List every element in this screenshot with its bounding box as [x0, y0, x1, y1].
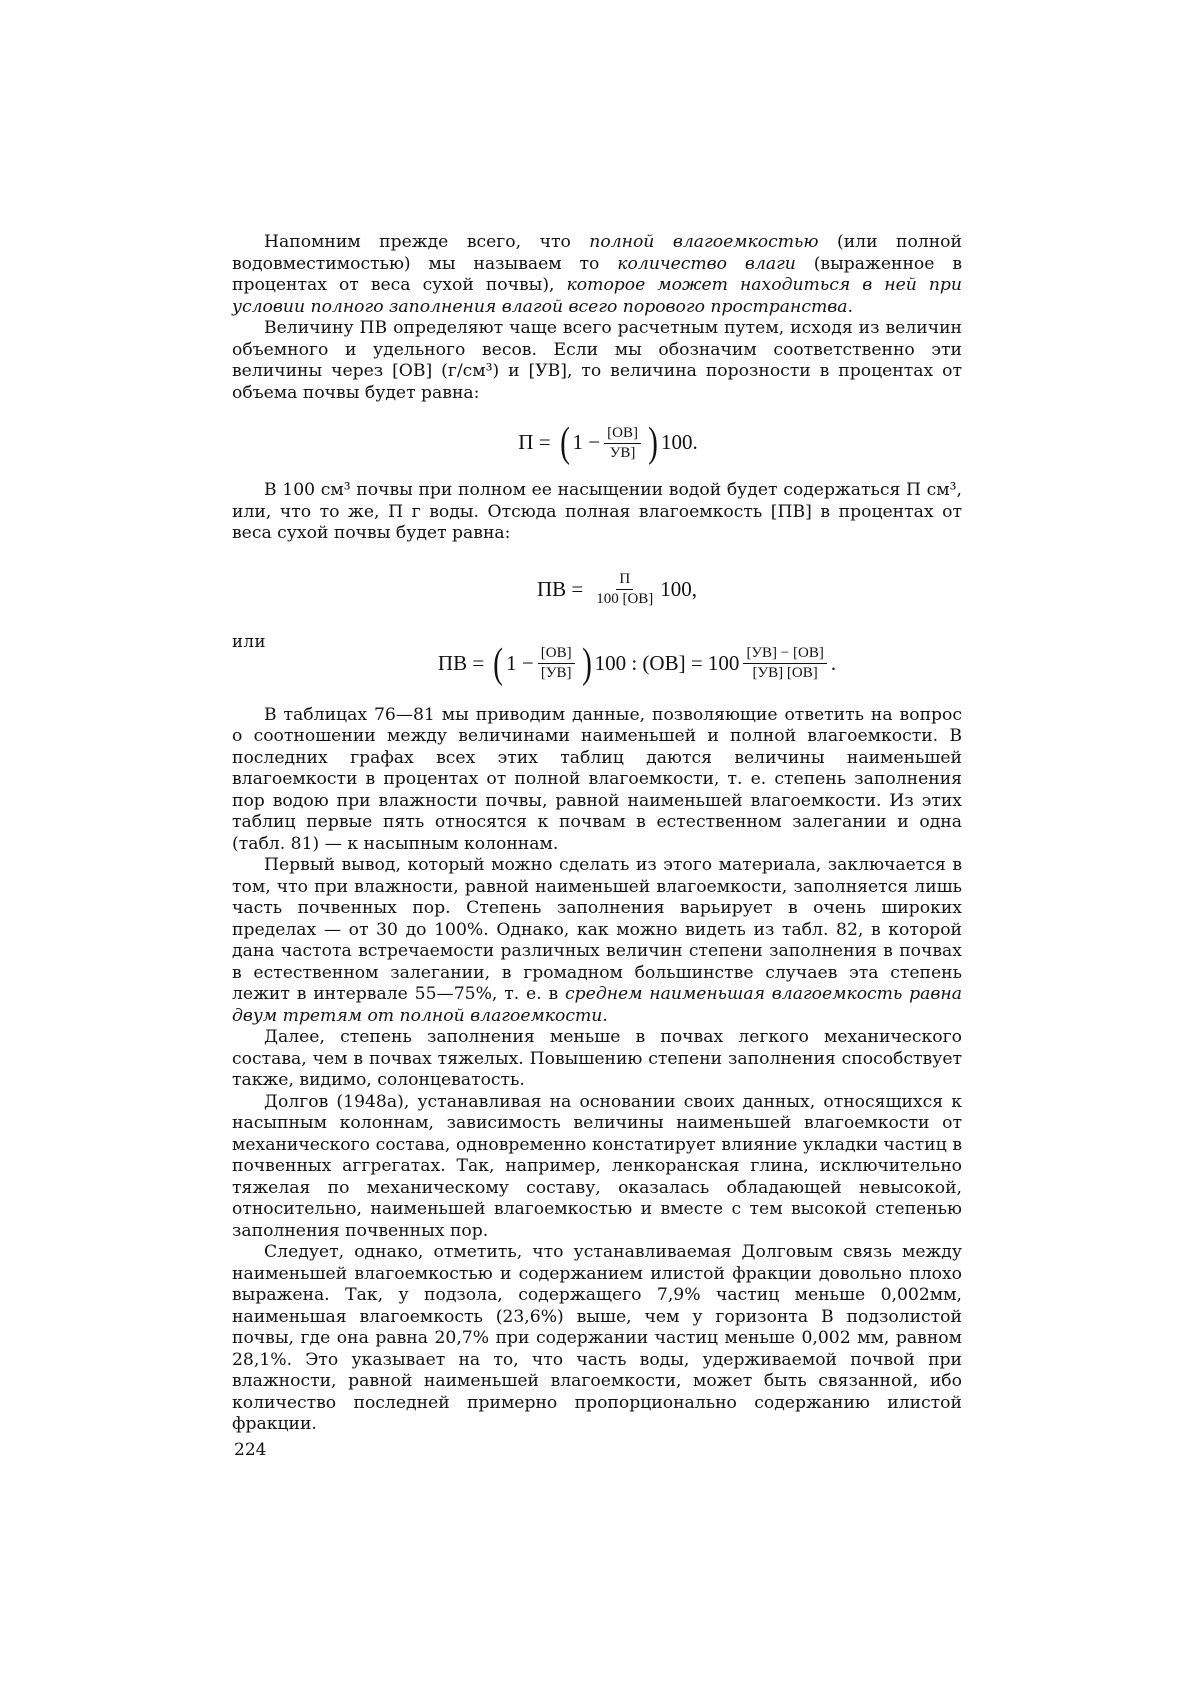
- formula-lhs: П =: [518, 430, 551, 455]
- fraction-denominator: УВ]: [609, 444, 636, 461]
- fraction: [538, 645, 575, 682]
- italic-term: количество влаги: [617, 253, 796, 274]
- fraction-numerator: [ОВ]: [538, 645, 575, 664]
- formula-full-capacity: [232, 555, 962, 625]
- paragraph-1: [232, 232, 962, 318]
- fraction-denominator: [УВ]: [540, 665, 572, 681]
- paragraph-8: Следует, однако, отметить, что устанавливаемая Долговым связь между наименьшей влагоемкостью и содержанием илистой фракции довольно плохо выражена. Так, у подзола, содержащего 7,9% частиц меньше 0,002мм, наименьшая влагоемкость (23,6%) выше, чем у горизонта В подзолистой почвы, где она равна 20,7% при содержании частиц меньше 0,002 мм, равном 28,1%. Это указывает на то, что часть воды, удерживаемой почвой при влажности, равной наименьшей влагоемкости, может быть связанной, ибо количество последней примерно пропорционально содержанию илистой фракции.: [232, 1242, 962, 1434]
- text-run: .: [602, 1005, 608, 1026]
- fraction: [743, 645, 826, 682]
- formula-porosity: [232, 406, 962, 480]
- formula-middle: 100 : (ОВ] = 100: [594, 650, 740, 675]
- fraction-denominator: 100 [ОВ]: [596, 591, 654, 607]
- fraction: [593, 571, 656, 608]
- fraction-numerator: [УВ] − [ОВ]: [743, 645, 826, 664]
- paragraph-2: Величину ПВ определяют чаще всего расчетным путем, исходя из величин объемного и удельного весов. Если мы обозначим соответственно эти величины через [ОВ] (г/см³) и [УВ], то величина порозности в процентах от объема почвы будет равна:: [232, 318, 962, 403]
- italic-term: полной влагоемкостью: [589, 232, 819, 252]
- paragraph-3: В 100 см³ почвы при полном ее насыщении водой будет содержаться П см³, или, что то же, П г воды. Отсюда полная влагоемкость [ПВ] в процентах от веса сухой почвы будет равна:: [232, 480, 962, 543]
- left-paren: (: [559, 420, 570, 466]
- text-run: (выраженное в процентах от веса сухой почвы),: [232, 253, 963, 295]
- formula-term: 1 −: [506, 650, 534, 675]
- formula-term: 1 −: [572, 430, 601, 455]
- fraction-denominator: [УВ] [ОВ]: [752, 665, 818, 681]
- text-run: Напомним прежде всего, что: [264, 232, 590, 252]
- formula-tail: 100.: [660, 430, 698, 455]
- formula-tail: 100,: [660, 576, 698, 601]
- formula-full-capacity-alt: [232, 631, 962, 693]
- right-paren: ): [581, 640, 592, 687]
- fraction-numerator: П: [616, 571, 633, 590]
- or-word: или: [232, 631, 266, 651]
- text-run: (или полной водовместимостью) мы называем то: [232, 232, 962, 274]
- text-run: Первый вывод, который можно сделать из этого материала, заключается в том, что при влажности, равной наименьшей влагоемкости, заполняется лишь часть почвенных пор. Степень заполнения варьирует в очень широких пределах — от 30 до 100%. Однако, как можно видеть из табл. 82, в которой дана частота встречаемости различных величин степени заполнения в почвах в естественном залегании, в громадном большинстве случаев эта степень лежит в интервале 55—75%, т. е. в: [232, 855, 962, 1004]
- left-paren: (: [493, 640, 504, 687]
- paragraph-7: Долгов (1948а), устанавливая на основании своих данных, относящихся к насыпным колоннам, зависимость величины наименьшей влагоемкости от механического состава, одновременно констатирует влияние укладки частиц в почвенных аггрегатах. Так, например, ленкоранская глина, исключительно тяжелая по механическому составу, оказалась обладающей невысокой, относительно, наименьшей влагоемкостью и вместе с тем высокой степенью заполнения почвенных пор.: [232, 1091, 962, 1241]
- formula-tail: .: [830, 650, 837, 675]
- page-number: 224: [234, 1440, 267, 1460]
- fraction-numerator: [ОВ]: [604, 425, 641, 444]
- italic-definition: которое может находиться в ней при условии полного заполнения влагой всего порового пространства: [232, 275, 962, 317]
- paragraph-5: [232, 855, 962, 1027]
- body-text: [232, 232, 962, 1436]
- right-paren: ): [648, 420, 658, 466]
- paragraph-6: Далее, степень заполнения меньше в почвах легкого механического состава, чем в почвах тяжелых. Повышению степени заполнения способствует также, видимо, солонцеватость.: [232, 1027, 962, 1090]
- fraction: [604, 425, 641, 462]
- italic-conclusion: среднем наименьшая влагоемкость равна двум третям от полной влагоемкости: [232, 984, 962, 1026]
- text-run: .: [847, 296, 853, 317]
- paragraph-4: В таблицах 76—81 мы приводим данные, позволяющие ответить на вопрос о соотношении между величинами наименьшей и полной влагоемкости. В последних графах всех этих таблиц даются величины наименьшей влагоемкости в процентах от полной влагоемкости, т. е. степень заполнения пор водою при влажности почвы, равной наименьшей влагоемкости. Из этих таблиц первые пять относятся к почвам в естественном залегании и одна (табл. 81) — к насыпным колоннам.: [232, 704, 962, 854]
- formula-lhs: ПВ =: [536, 576, 584, 601]
- formula-lhs: ПВ =: [437, 650, 485, 675]
